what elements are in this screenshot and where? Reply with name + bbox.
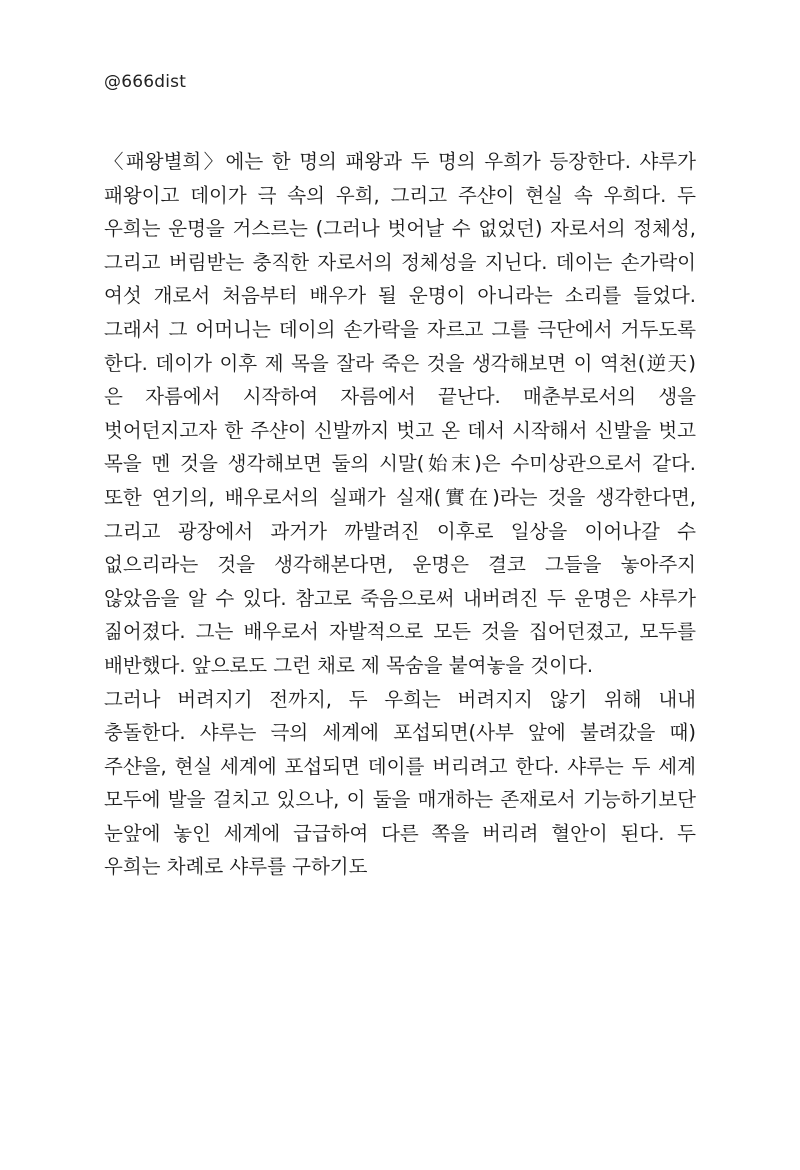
paragraph-2: 그러나 버려지기 전까지, 두 우희는 버려지지 않기 위해 내내 충돌한다. 샤루는 극의 세계에 포섭되면(사부 앞에 불려갔을 때) 주샨을, 현실 세계에 포섭되면 데이를 버리려고 한다. 샤루는 두 세계 모두에 발을 걸치고 있으나, 이 둘을 매개하는 존재로서 기능하기보단 눈앞에 놓인 세계에 급급하여 다른 쪽을 버리려 혈안이 된다. 두 우희는 차례로 샤루를 구하기도	[104, 687, 696, 879]
author-handle: @666dist	[104, 72, 187, 92]
essay-body	[104, 145, 696, 884]
paragraph-1: 〈패왕별희〉에는 한 명의 패왕과 두 명의 우희가 등장한다. 샤루가 패왕이고 데이가 극 속의 우희, 그리고 주샨이 현실 속 우희다. 두 우희는 운명을 거스르는 (그러나 벗어날 수 없었던) 자로서의 정체성, 그리고 버림받는 충직한 자로서의 정체성을 지닌다. 데이는 손가락이 여섯 개로서 처음부터 배우가 될 운명이 아니라는 소리를 들었다. 그래서 그 어머니는 데이의 손가락을 자르고 그를 극단에서 거두도록 한다. 데이가 이후 제 목을 잘라 죽은 것을 생각해보면 이 역천(逆天)은 자름에서 시작하여 자름에서 끝난다. 매춘부로서의 생을 벗어던지고자 한 주샨이 신발까지 벗고 온 데서 시작해서 신발을 벗고 목을 멘 것을 생각해보면 둘의 시말(始末)은 수미상관으로서 같다. 또한 연기의, 배우로서의 실패가 실재(實在)라는 것을 생각한다면, 그리고 광장에서 과거가 까발려진 이후로 일상을 이어나갈 수 없으리라는 것을 생각해본다면, 운명은 결코 그들을 놓아주지 않았음을 알 수 있다. 참고로 죽음으로써 내버려진 두 운명은 샤루가 짊어졌다. 그는 배우로서 자발적으로 모든 것을 집어던졌고, 모두를 배반했다. 앞으로도 그런 채로 제 목숨을 붙여놓을 것이다.	[104, 150, 696, 677]
